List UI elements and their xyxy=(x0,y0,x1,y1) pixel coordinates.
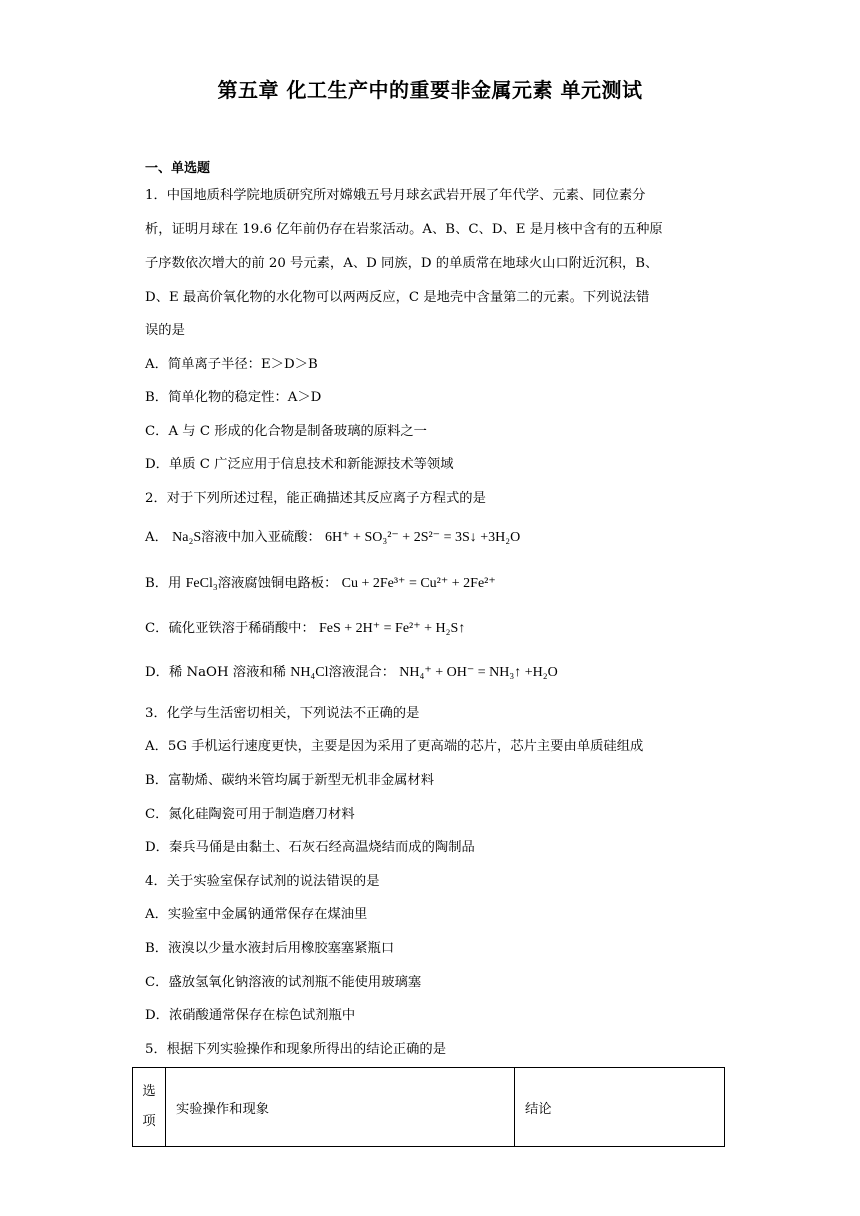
option-description: 溶液腐蚀铜电路板： xyxy=(217,576,338,591)
q4-option-d: D．浓硝酸通常保存在棕色试剂瓶中 xyxy=(145,1008,356,1023)
ionic-equation: Cu + 2Fe³⁺ = Cu²⁺ + 2Fe²⁺ xyxy=(341,576,496,591)
q5-table xyxy=(132,1067,725,1147)
q1-stem-line-1: 1．中国地质科学院地质研究所对嫦娥五号月球玄武岩开展了年代学、元素、同位素分 xyxy=(145,188,646,203)
q3-option-b: B．富勒烯、碳纳米管均属于新型无机非金属材料 xyxy=(145,773,435,788)
option-description: C．硫化亚铁溶于稀硝酸中： xyxy=(145,621,315,636)
option-description: 溶液中加入亚硫酸： xyxy=(201,530,321,545)
ionic-equation: 6H⁺ + SO₃²⁻ + 2S²⁻ = 3S↓ +3H₂O xyxy=(325,530,521,545)
reagent-formula: Na₂S xyxy=(172,530,202,545)
ionic-equation: NH₄⁺ + OH⁻ = NH₃↑ +H₂O xyxy=(399,665,558,680)
q4-option-c: C．盛放氢氧化钠溶液的试剂瓶不能使用玻璃塞 xyxy=(145,975,422,990)
q2-stem: 2．对于下列所述过程，能正确描述其反应离子方程式的是 xyxy=(145,491,486,506)
header-operation: 实验操作和现象 xyxy=(166,1068,515,1147)
q3-stem: 3．化学与生活密切相关，下列说法不正确的是 xyxy=(145,706,420,721)
q3-option-d: D．秦兵马俑是由黏土、石灰石经高温烧结而成的陶制品 xyxy=(145,840,475,855)
q5-stem: 5．根据下列实验操作和现象所得出的结论正确的是 xyxy=(145,1042,446,1057)
reagent-formula: FeCl₃ xyxy=(185,576,218,591)
q1-stem-line-4: D、E 最高价氧化物的水化物可以两两反应，C 是地壳中含量第二的元素。下列说法错 xyxy=(145,290,650,305)
q1-option-a: A．简单离子半径：E＞D＞B xyxy=(145,357,318,372)
option-letter: B．用 xyxy=(145,576,182,591)
q2-option-d xyxy=(145,664,558,682)
q4-stem: 4．关于实验室保存试剂的说法错误的是 xyxy=(145,874,380,889)
q2-option-a xyxy=(145,529,520,547)
table-header-row xyxy=(133,1068,725,1147)
header-conclusion: 结论 xyxy=(515,1068,725,1147)
ionic-equation: FeS + 2H⁺ = Fe²⁺ + H₂S↑ xyxy=(318,621,466,636)
option-description: 溶液混合： xyxy=(328,665,396,680)
q1-option-b: B．简单化物的稳定性：A＞D xyxy=(145,390,322,405)
q4-option-b: B．液溴以少量水液封后用橡胶塞塞紧瓶口 xyxy=(145,941,395,956)
q1-stem-line-2: 析，证明月球在 19.6 亿年前仍存在岩浆活动。A、B、C、D、E 是月核中含有的五种原 xyxy=(145,222,663,237)
q4-option-a: A．实验室中金属钠通常保存在煤油里 xyxy=(145,907,368,922)
q2-option-c xyxy=(145,620,465,638)
q1-stem-line-3: 子序数依次增大的前 20 号元素，A、D 同族，D 的单质常在地球火山口附近沉积，B、 xyxy=(145,256,659,271)
q1-option-c: C．A 与 C 形成的化合物是制备玻璃的原料之一 xyxy=(145,424,427,439)
q1-stem-line-5: 误的是 xyxy=(145,323,185,338)
section-heading: 一、单选题 xyxy=(145,161,211,176)
q3-option-c: C．氮化硅陶瓷可用于制造磨刀材料 xyxy=(145,807,355,822)
q1-option-d: D．单质 C 广泛应用于信息技术和新能源技术等领域 xyxy=(145,457,454,472)
option-description: D．稀 NaOH 溶液和稀 xyxy=(145,665,286,680)
q2-option-b xyxy=(145,575,496,593)
header-option: 选 项 xyxy=(133,1068,166,1147)
q3-option-a: A．5G 手机运行速度更快，主要是因为采用了更高端的芯片，芯片主要由单质硅组成 xyxy=(145,739,644,754)
reagent-formula: NH₄Cl xyxy=(290,665,329,680)
page-title: 第五章 化工生产中的重要非金属元素 单元测试 xyxy=(217,78,643,102)
option-letter: A． xyxy=(145,530,168,545)
